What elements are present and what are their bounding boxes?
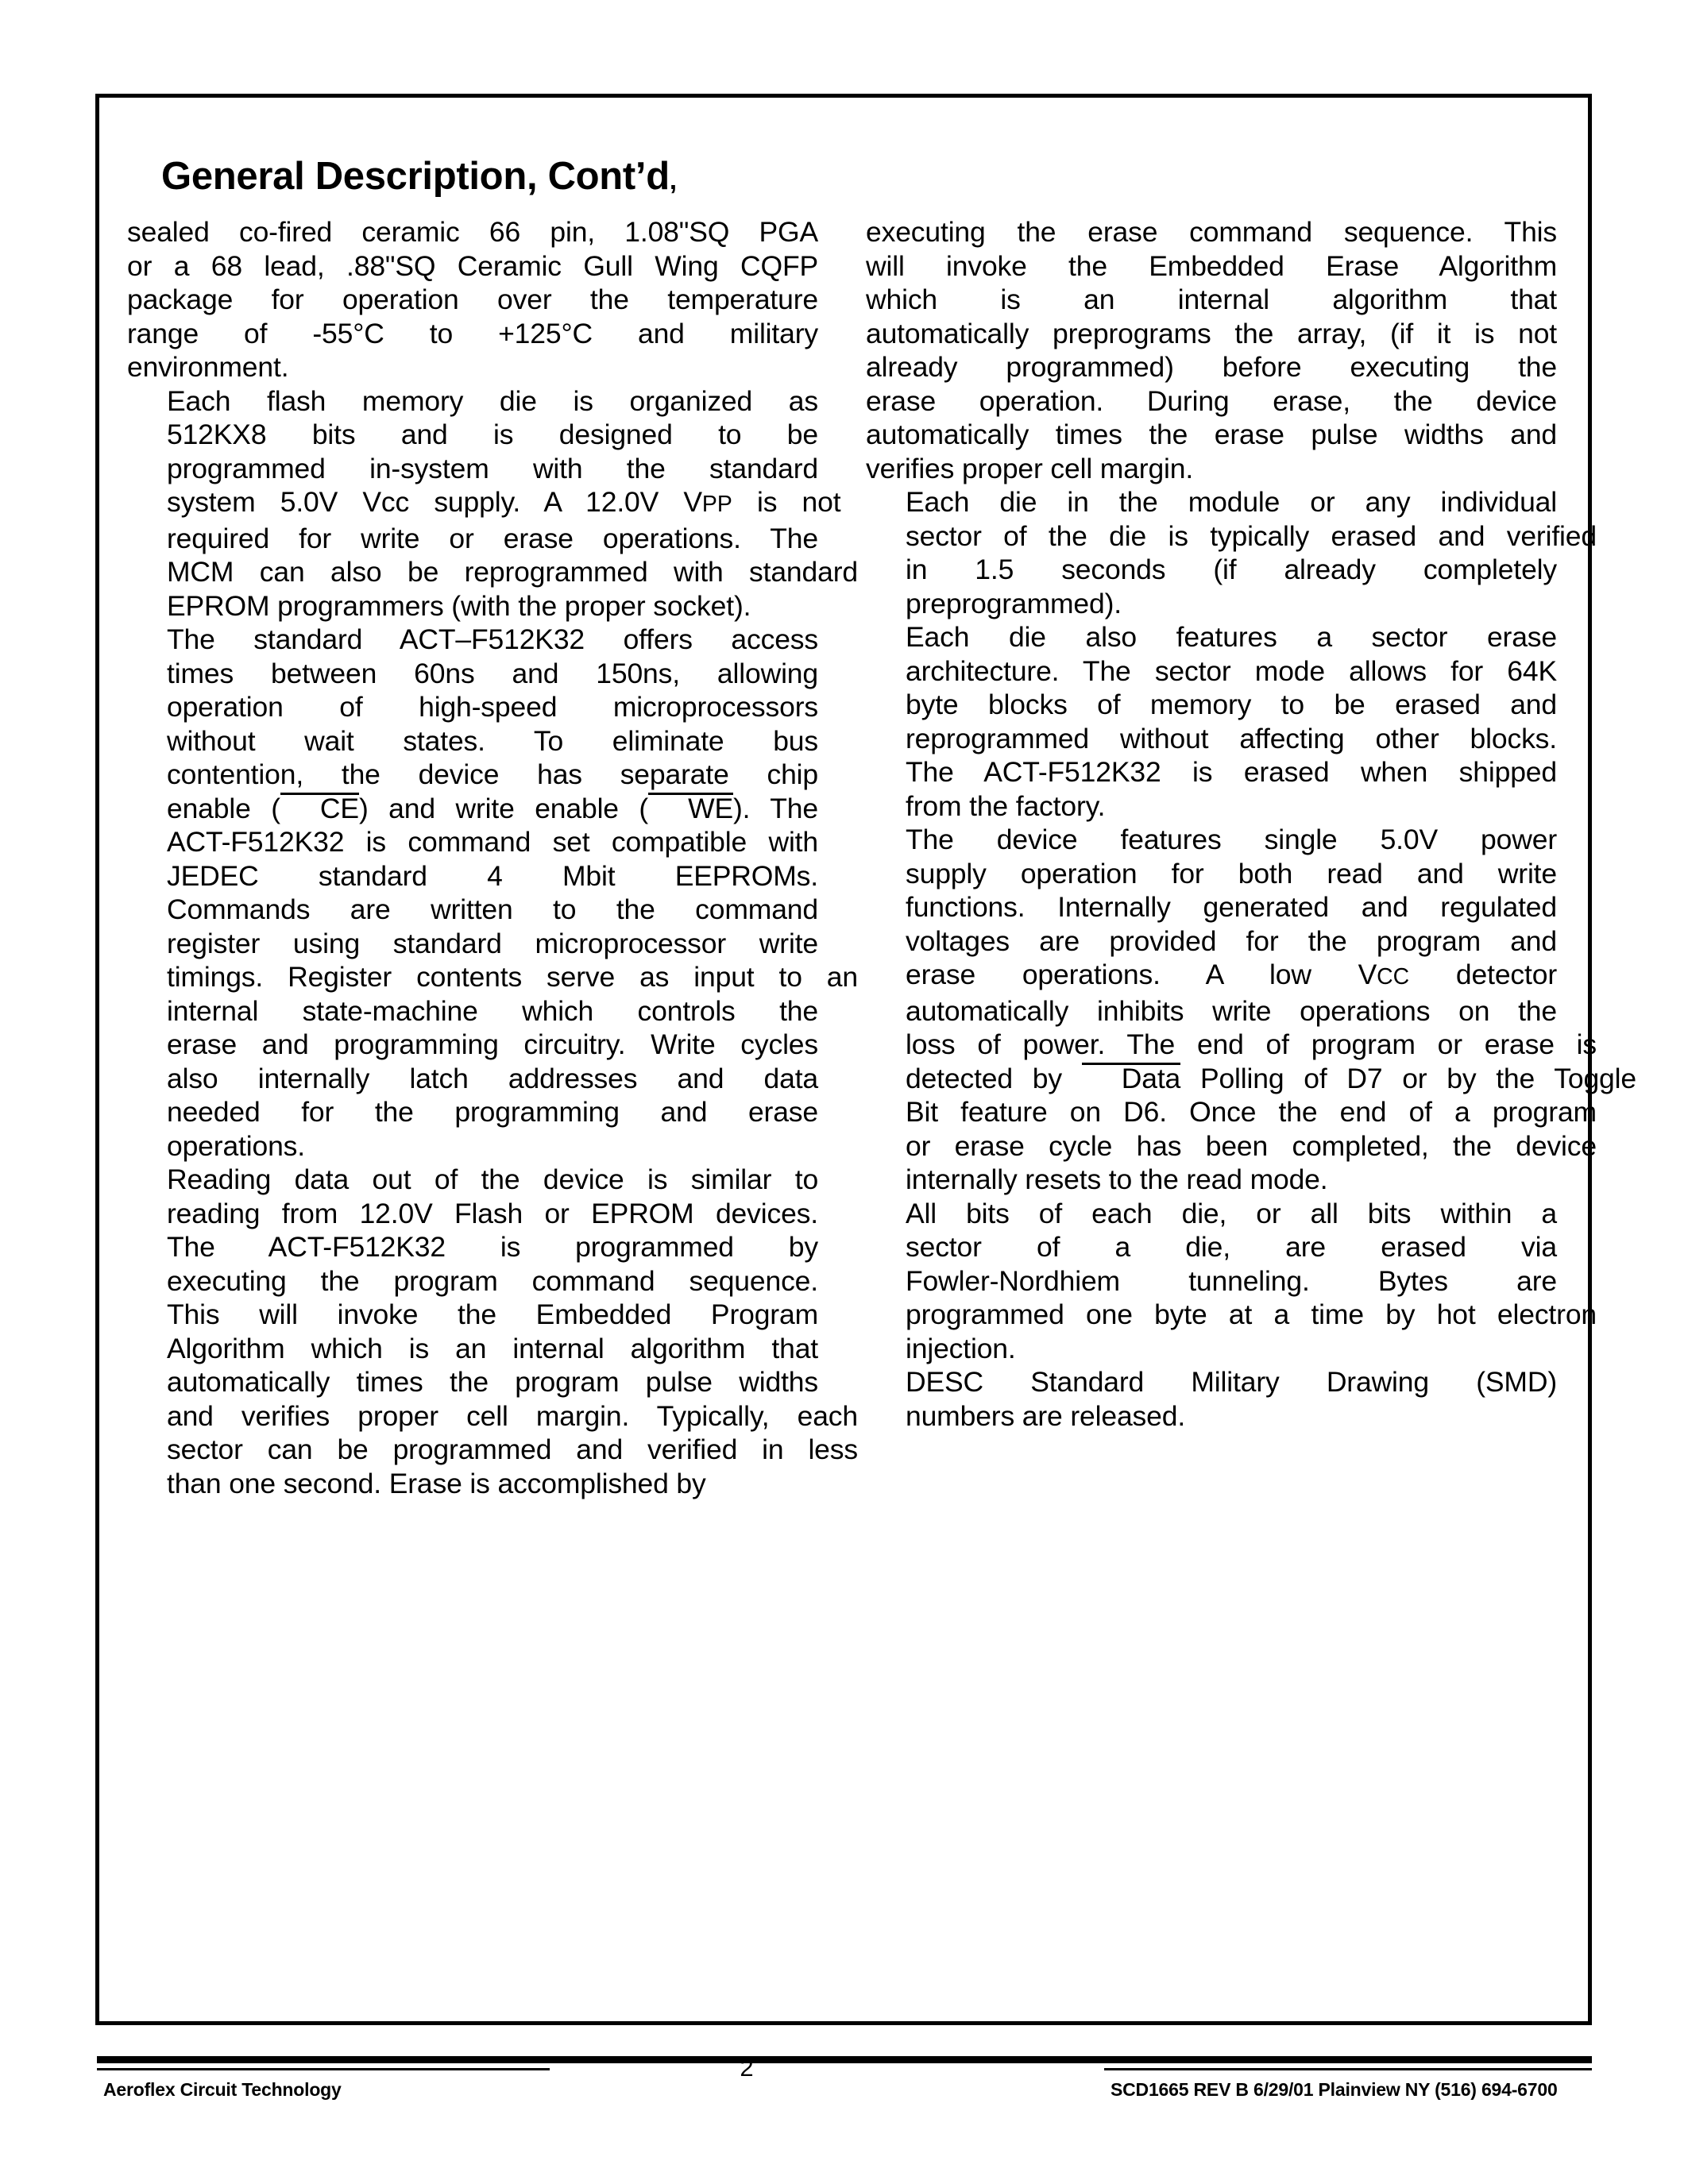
text-line: Each die also features a sector erase xyxy=(906,621,1557,653)
text-line: package for operation over the temperature xyxy=(127,284,818,315)
text-line: needed for the programming and erase xyxy=(167,1096,818,1128)
text-line: internal state-machine which controls the xyxy=(167,994,818,1027)
text-line: which is an internal algorithm that xyxy=(866,284,1557,315)
text-line: Each die in the module or any individual xyxy=(906,486,1557,518)
right-column xyxy=(866,215,1636,1500)
paragraph xyxy=(866,485,1597,620)
footer-company-name: Aeroflex Circuit Technology xyxy=(103,2079,342,2100)
text-line: in 1.5 seconds (if already completely xyxy=(906,554,1557,585)
text-line: automatically times the erase pulse widths and xyxy=(866,419,1558,450)
footer-right-block xyxy=(1104,2068,1592,2101)
text-line: loss of power. The end of program or erase is xyxy=(906,1028,1597,1060)
paragraph xyxy=(127,623,858,1163)
text-line: Commands are written to the command xyxy=(167,893,818,925)
text-line: byte blocks of memory to be erased and xyxy=(906,689,1557,720)
text-line: Bit feature on D6. Once the end of a program xyxy=(906,1096,1597,1128)
paragraph xyxy=(127,384,858,623)
text-line: sector can be programmed and verified in less xyxy=(167,1433,858,1465)
left-column xyxy=(127,215,859,1500)
text-line: or erase cycle has been completed, the device xyxy=(906,1129,1597,1162)
text-line: erase and programming circuitry. Write cycles xyxy=(167,1028,818,1060)
text-line: Reading data out of the device is similar to xyxy=(167,1163,819,1195)
page-number: 2 xyxy=(740,2054,754,2082)
text-line: executing the program command sequence. xyxy=(167,1264,818,1297)
text-line: The ACT-F512K32 is programmed by xyxy=(167,1231,818,1263)
text-line: than one second. Erase is accomplished by xyxy=(167,1467,706,1499)
text-line: automatically times the program pulse widths xyxy=(167,1366,818,1398)
text-line: programmed one byte at a time by hot electron xyxy=(906,1298,1597,1330)
text-line: erase operations. A low VCC detector xyxy=(906,959,1557,990)
text-line: and verifies proper cell margin. Typically, each xyxy=(167,1399,859,1432)
text-line: Fowler-Nordhiem tunneling. Bytes are xyxy=(906,1264,1557,1297)
text-line: already programmed) before executing the xyxy=(866,351,1557,383)
text-line: supply operation for both read and write xyxy=(906,857,1557,889)
text-line: programmed in-system with the standard xyxy=(167,452,818,484)
text-line: MCM can also be reprogrammed with standard xyxy=(167,556,858,588)
text-line: internally resets to the read mode. xyxy=(906,1163,1328,1195)
text-line: The device features single 5.0V power xyxy=(906,824,1557,855)
text-line: architecture. The sector mode allows for 64K xyxy=(906,654,1557,687)
page-title-text: General Description, Cont’d xyxy=(161,154,670,198)
paragraph xyxy=(866,215,1557,485)
text-line: contention, the device has separate chip xyxy=(167,758,818,790)
text-line: enable ( CE) and write enable ( WE). The xyxy=(167,792,818,824)
text-line: range of -55°C to +125°C and military xyxy=(127,317,818,349)
text-line: preprogrammed). xyxy=(906,587,1122,619)
page-title xyxy=(161,154,677,198)
text-line: erase operation. During erase, the device xyxy=(866,384,1557,417)
paragraph xyxy=(866,1365,1557,1433)
text-line: Each flash memory die is organized as xyxy=(167,384,818,417)
text-line: or a 68 lead, .88"SQ Ceramic Gull Wing CQFP xyxy=(127,249,819,282)
text-line: All bits of each die, or all bits within a xyxy=(906,1197,1557,1229)
text-line: Algorithm which is an internal algorithm that xyxy=(167,1332,818,1364)
text-line: timings. Register contents serve as input to an xyxy=(167,961,858,993)
footer-doc-reference: SCD1665 REV B 6/29/01 Plainview NY (516) 694-6700 xyxy=(1111,2079,1558,2100)
text-line: reading from 12.0V Flash or EPROM devices. xyxy=(167,1197,818,1229)
text-line: This will invoke the Embedded Program xyxy=(167,1298,818,1330)
text-line: also internally latch addresses and data xyxy=(167,1062,818,1094)
paragraph xyxy=(866,620,1557,823)
text-line: numbers are released. xyxy=(906,1399,1186,1432)
text-line: DESC Standard Military Drawing (SMD) xyxy=(906,1366,1557,1398)
paragraph xyxy=(866,823,1636,1197)
text-line: operations. xyxy=(167,1129,305,1162)
text-line: sector of the die is typically erased and verified xyxy=(906,519,1597,552)
text-line: from the factory. xyxy=(906,789,1106,822)
text-line: The ACT-F512K32 is erased when shipped xyxy=(906,756,1557,788)
page-border xyxy=(95,94,1636,2025)
text-line: injection. xyxy=(906,1332,1016,1364)
text-line: voltages are provided for the program and xyxy=(906,924,1557,957)
text-line: sector of a die, are erased via xyxy=(906,1231,1557,1263)
text-line: verifies proper cell margin. xyxy=(866,452,1194,484)
two-column-body xyxy=(127,215,1636,1500)
text-line: required for write or erase operations. The xyxy=(167,522,818,554)
text-line: The standard ACT–F512K32 offers access xyxy=(167,623,818,655)
text-line: ACT-F512K32 is command set compatible with xyxy=(167,826,818,858)
text-line: sealed co-fired ceramic 66 pin, 1.08"SQ PGA xyxy=(127,216,818,248)
text-line: EPROM programmers (with the proper socket). xyxy=(167,589,751,622)
paragraph xyxy=(866,1197,1597,1366)
page-title-trailing-comma: , xyxy=(669,164,677,195)
text-line: functions. Internally generated and regulated xyxy=(906,891,1557,923)
paragraph xyxy=(127,215,818,384)
text-line: system 5.0V Vcc supply. A 12.0V VPP is not xyxy=(167,486,841,518)
text-line: detected by Data Polling of D7 or by the Toggle xyxy=(906,1062,1636,1094)
text-line: will invoke the Embedded Erase Algorithm xyxy=(866,249,1557,282)
text-line: automatically inhibits write operations on the xyxy=(906,994,1557,1027)
text-line: times between 60ns and 150ns, allowing xyxy=(167,657,818,689)
text-line: register using standard microprocessor write xyxy=(167,927,818,959)
footer-left-block xyxy=(97,2068,550,2101)
text-line: reprogrammed without affecting other blocks. xyxy=(906,722,1557,754)
text-line: 512KX8 bits and is designed to be xyxy=(167,419,818,450)
text-line: JEDEC standard 4 Mbit EEPROMs. xyxy=(167,859,818,892)
paragraph xyxy=(127,1163,859,1500)
footer-divider-rule xyxy=(97,2056,1592,2063)
text-line: environment. xyxy=(127,351,289,383)
text-line: automatically preprograms the array, (if it is not xyxy=(866,317,1558,349)
text-line: executing the erase command sequence. This xyxy=(866,216,1557,248)
text-line: operation of high-speed microprocessors xyxy=(167,691,818,723)
page-footer xyxy=(97,2068,1592,2140)
text-line: without wait states. To eliminate bus xyxy=(167,724,818,757)
